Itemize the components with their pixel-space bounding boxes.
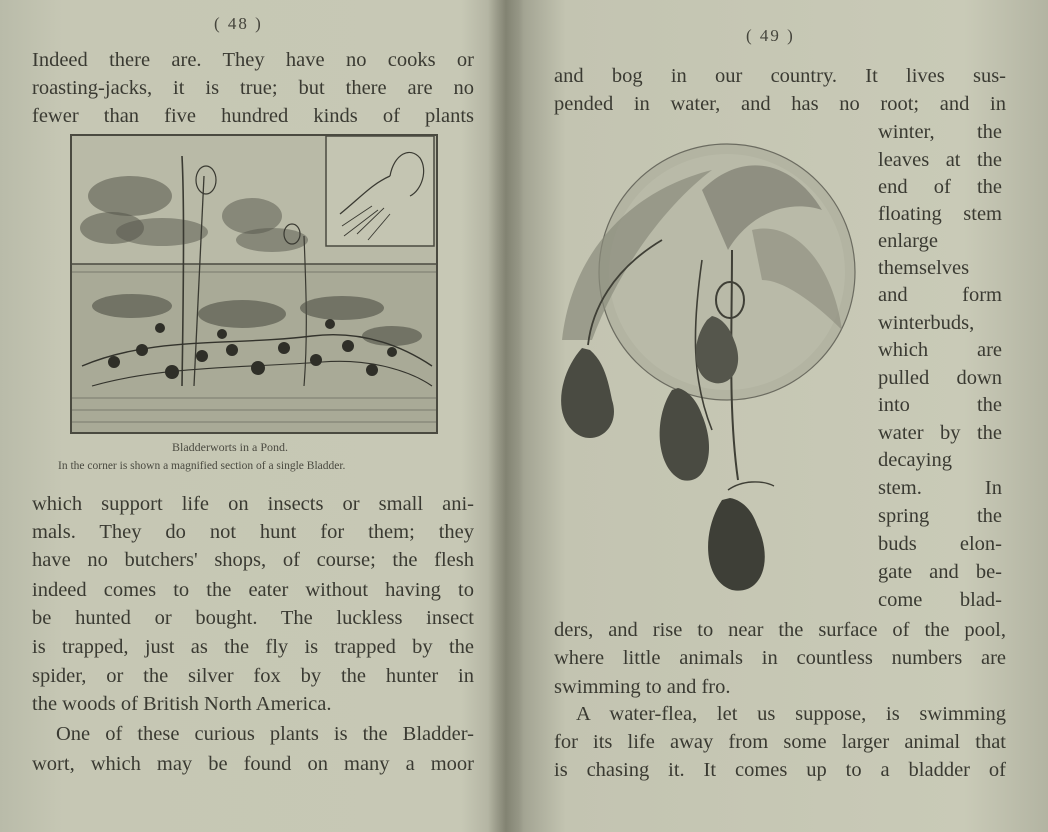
text-line: be hunted or bought. The luckless insect <box>32 607 474 629</box>
text-line: is chasing it. It comes up to a bladder of <box>554 759 1006 781</box>
text-line: swimming to and fro. <box>554 676 731 698</box>
text-line: pulled down <box>878 367 1002 389</box>
text-line: ders, and rise to near the surface of the pool, <box>554 619 1006 641</box>
right-page <box>524 0 1048 832</box>
text-line: come blad- <box>878 589 1002 611</box>
text-line: have no butchers' shops, of course; the flesh <box>32 549 474 571</box>
text-line: enlarge <box>878 230 938 252</box>
text-line: indeed comes to the eater without having to <box>32 579 474 601</box>
text-line: for its life away from some larger animal that <box>554 731 1006 753</box>
text-line: the woods of British North America. <box>32 693 332 715</box>
text-line: Indeed there are. They have no cooks or <box>32 49 474 71</box>
page-number: ( 49 ) <box>746 26 795 45</box>
text-line: pended in water, and has no root; and in <box>554 93 1006 115</box>
text-line: floating stem <box>878 203 1002 225</box>
text-line: into the <box>878 394 1002 416</box>
text-line: which are <box>878 339 1002 361</box>
text-line: One of these curious plants is the Bladder- <box>56 723 474 745</box>
text-line: roasting-jacks, it is true; but there are no <box>32 77 474 99</box>
bladder-illustration <box>552 130 862 600</box>
pond-plants-illustration <box>72 136 436 432</box>
text-line: mals. They do not hunt for them; they <box>32 521 474 543</box>
text-line: A water-flea, let us suppose, is swimming <box>576 703 1006 725</box>
text-line: spider, or the silver fox by the hunter in <box>32 665 474 687</box>
text-line: fewer than five hundred kinds of plants <box>32 105 474 127</box>
text-line: and form <box>878 284 1002 306</box>
text-line: wort, which may be found on many a moor <box>32 753 474 775</box>
text-line: is trapped, just as the fly is trapped by the <box>32 636 474 658</box>
text-line: spring the <box>878 505 1002 527</box>
text-line: stem. In <box>878 477 1002 499</box>
text-line: buds elon- <box>878 533 1002 555</box>
text-line: water by the <box>878 422 1002 444</box>
text-line: decaying <box>878 449 952 471</box>
text-line: end of the <box>878 176 1002 198</box>
figure-caption-subtitle: In the corner is shown a magnified section of a single Bladder. <box>58 460 346 472</box>
text-line: winterbuds, <box>878 312 975 334</box>
figure-caption-title: Bladderworts in a Pond. <box>172 440 288 454</box>
bladderwort-engraving <box>70 134 438 434</box>
left-page <box>0 0 500 832</box>
text-line: winter, the <box>878 121 1002 143</box>
text-line: where little animals in countless numbers are <box>554 647 1006 669</box>
text-line: gate and be- <box>878 561 1002 583</box>
page-number: ( 48 ) <box>214 14 263 33</box>
text-line: leaves at the <box>878 149 1002 171</box>
text-line: and bog in our country. It lives sus- <box>554 65 1006 87</box>
text-line: which support life on insects or small ani- <box>32 493 474 515</box>
text-line: themselves <box>878 257 970 279</box>
